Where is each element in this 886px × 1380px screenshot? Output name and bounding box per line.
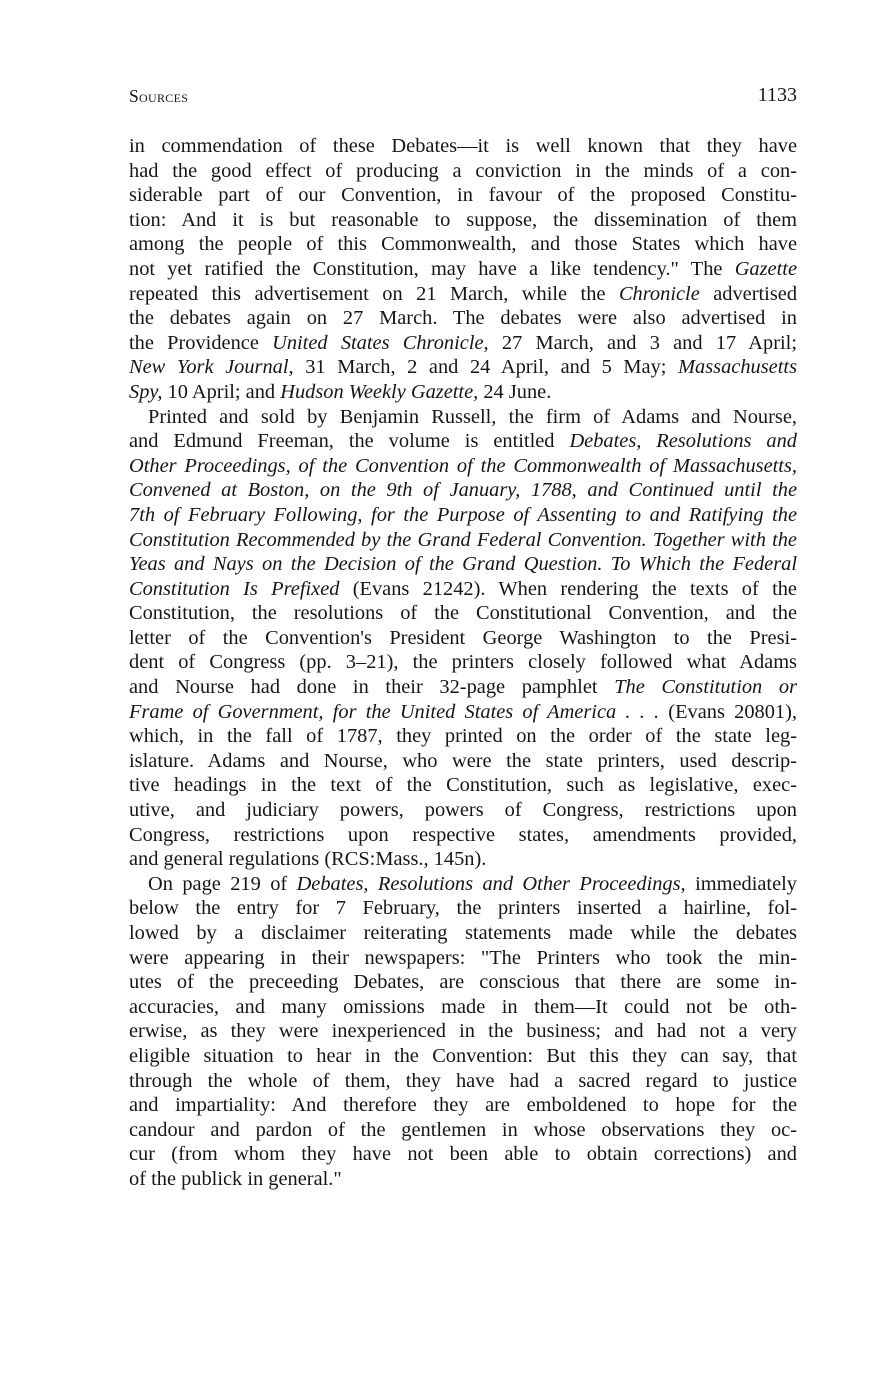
text-line	[129, 1167, 797, 1192]
text-line	[129, 183, 797, 208]
text-line	[129, 355, 797, 380]
text-line	[129, 798, 797, 823]
text-run: not yet ratified the Constitution, may have a like tendency." The	[129, 257, 735, 280]
italic-text-run: Constitution Is Prefixed	[129, 577, 340, 600]
text-run: and Nourse had done in their 32-page pamphlet	[129, 676, 615, 699]
text-run: the debates again on 27 March. The debates were also advertised in	[129, 307, 797, 330]
text-line	[129, 528, 797, 553]
text-run: letter of the Convention's President George Washington to the Presi-	[129, 626, 797, 649]
text-line	[129, 921, 797, 946]
italic-text-run: Other Proceedings, of the Convention of the Commonwealth of Massachusetts,	[129, 454, 797, 477]
text-line	[129, 208, 797, 233]
text-run: immediately	[685, 872, 797, 895]
text-run: and impartiality: And therefore they are emboldened to hope for the	[129, 1094, 797, 1117]
text-line	[129, 896, 797, 921]
text-line	[129, 724, 797, 749]
text-run: among the people of this Commonwealth, and those States which have	[129, 233, 797, 256]
text-run: 31 March, 2 and 24 April, and 5 May;	[293, 356, 679, 379]
text-run: below the entry for 7 February, the printers inserted a hairline, fol-	[129, 897, 797, 920]
running-head	[129, 86, 797, 112]
text-line	[129, 454, 797, 479]
text-run: tive headings in the text of the Constitution, such as legislative, exec-	[129, 774, 797, 797]
text-line	[129, 995, 797, 1020]
text-run: Constitution, the resolutions of the Constitutional Convention, and the	[129, 602, 797, 625]
italic-text-run: Frame of Government, for the United States of America . . .	[129, 700, 660, 723]
italic-text-run: Spy,	[129, 380, 163, 403]
text-run: tion: And it is but reasonable to suppose, the dissemination of them	[129, 208, 797, 231]
text-line	[129, 1093, 797, 1118]
text-line	[129, 1044, 797, 1069]
italic-text-run: Yeas and Nays on the Decision of the Grand Question. To Which the Federal	[129, 553, 797, 576]
text-line	[129, 257, 797, 282]
text-line	[129, 232, 797, 257]
page-number: 1133	[757, 84, 797, 106]
text-line	[129, 1019, 797, 1044]
italic-text-run: Gazette	[734, 257, 797, 280]
text-line	[129, 1118, 797, 1143]
text-run: advertised	[699, 282, 798, 305]
text-run: Congress, restrictions upon respective states, amendments provided,	[129, 823, 797, 846]
text-line	[129, 700, 797, 725]
text-line	[129, 429, 797, 454]
text-line	[129, 577, 797, 602]
text-run: eligible situation to hear in the Convention: But this they can say, that	[129, 1044, 797, 1067]
text-line	[129, 650, 797, 675]
text-line	[129, 306, 797, 331]
text-line	[129, 847, 797, 872]
text-line	[129, 1069, 797, 1094]
text-run: accuracies, and many omissions made in them—It could not be oth-	[129, 995, 797, 1018]
text-line	[129, 159, 797, 184]
italic-text-run: Chronicle	[618, 282, 700, 305]
text-run: the Providence	[129, 331, 273, 354]
text-run: 10 April; and	[162, 380, 281, 403]
text-run: and Edmund Freeman, the volume is entitled	[129, 430, 570, 453]
text-run: islature. Adams and Nourse, who were the state printers, used descrip-	[129, 749, 797, 772]
text-run: lowed by a disclaimer reiterating statements made while the debates	[129, 922, 797, 944]
text-run: in commendation of these Debates—it is well known that they have	[129, 135, 797, 157]
text-line	[129, 626, 797, 651]
italic-text-run: The Constitution or	[614, 676, 798, 699]
text-run: candour and pardon of the gentlemen in whose observations they oc-	[129, 1118, 797, 1141]
text-line	[129, 773, 797, 798]
italic-text-run: Debates, Resolutions and	[569, 430, 797, 453]
text-run: utive, and judiciary powers, powers of Congress, restrictions upon	[129, 799, 797, 822]
italic-text-run: Convened at Boston, on the 9th of January, 1788, and Continued until the	[129, 479, 797, 502]
text-run: dent of Congress (pp. 3–21), the printers closely followed what Adams	[129, 651, 797, 674]
text-run: 27 March, and 3 and 17 April;	[488, 331, 797, 354]
text-run: 24 June.	[478, 380, 552, 403]
text-run: erwise, as they were inexperienced in the business; and had not a very	[129, 1020, 797, 1043]
text-run: had the good effect of producing a conviction in the minds of a con-	[129, 159, 797, 182]
text-run: On page 219 of	[148, 872, 297, 895]
text-line	[129, 380, 797, 405]
italic-text-run: New York Journal,	[129, 356, 294, 379]
italic-text-run: United States Chronicle,	[272, 331, 489, 354]
text-line	[129, 282, 797, 307]
section-title: Sources	[129, 86, 189, 106]
text-line	[129, 405, 797, 430]
italic-text-run: Constitution Recommended by the Grand Federal Convention. Together with the	[129, 528, 797, 551]
text-line	[129, 872, 797, 897]
text-line	[129, 478, 797, 503]
text-line	[129, 675, 797, 700]
text-run: siderable part of our Convention, in favour of the proposed Constitu-	[129, 184, 797, 207]
text-run: Printed and sold by Benjamin Russell, the firm of Adams and Nourse,	[148, 405, 797, 428]
text-line	[129, 823, 797, 848]
text-run: (Evans 20801),	[659, 700, 797, 723]
text-run: of the publick in general."	[129, 1167, 342, 1190]
text-line	[129, 1142, 797, 1167]
text-line	[129, 749, 797, 774]
text-line	[129, 503, 797, 528]
text-line	[129, 331, 797, 356]
text-line	[129, 601, 797, 626]
text-run: were appearing in their newspapers: "The Printers who took the min-	[129, 946, 797, 969]
text-line	[129, 970, 797, 995]
text-run: repeated this advertisement on 21 March, while the	[129, 282, 619, 305]
text-run: and general regulations (RCS:Mass., 145n).	[129, 848, 487, 871]
text-line	[129, 552, 797, 577]
text-run: which, in the fall of 1787, they printed on the order of the state leg-	[129, 725, 797, 748]
italic-text-run: Massachusetts	[678, 356, 798, 379]
paragraph	[129, 872, 797, 1192]
text-run: through the whole of them, they have had a sacred regard to justice	[129, 1069, 797, 1092]
text-run: (Evans 21242). When rendering the texts of the	[339, 577, 797, 600]
text-run: utes of the preceeding Debates, are conscious that there are some in-	[129, 971, 797, 994]
paragraph	[129, 405, 797, 872]
italic-text-run: Hudson Weekly Gazette,	[280, 380, 479, 403]
text-run: cur (from whom they have not been able to obtain corrections) and	[129, 1143, 797, 1166]
paragraph	[129, 134, 797, 405]
italic-text-run: 7th of February Following, for the Purpose of Assenting to and Ratifying the	[129, 503, 797, 526]
italic-text-run: Debates, Resolutions and Other Proceedings,	[296, 872, 686, 895]
text-line	[129, 946, 797, 971]
text-line	[129, 134, 797, 159]
body-text	[129, 134, 797, 1192]
